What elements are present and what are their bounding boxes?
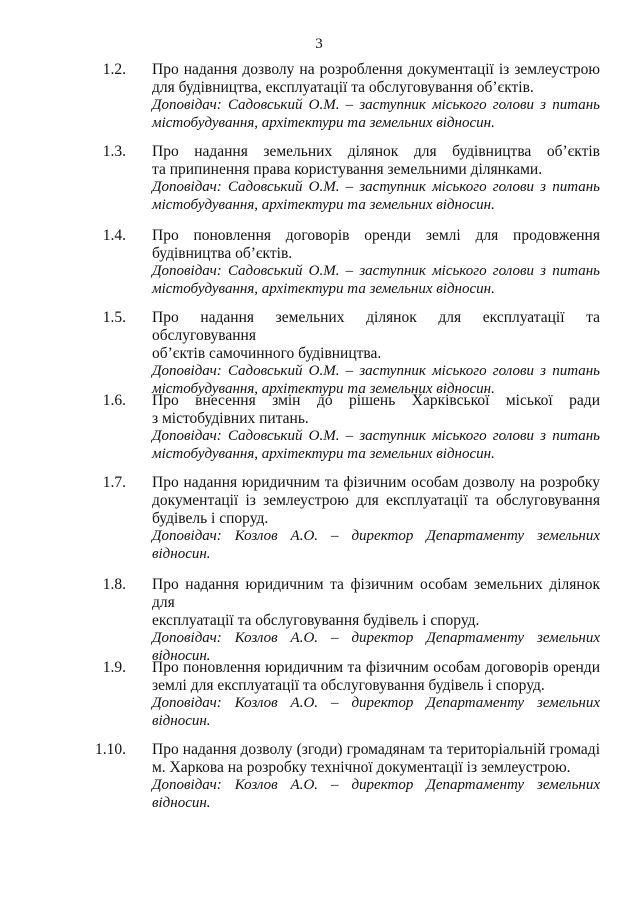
item-title-line: для будівництва, експлуатації та обслуговування об’єктів. xyxy=(152,79,534,96)
item-number: 1.9. xyxy=(102,659,126,676)
item-title-line: та припинення права користування земельними ділянками. xyxy=(152,161,543,178)
item-reporter-line: Доповідач: Козлов А.О. – директор Департаменту земельних xyxy=(152,630,600,646)
item-title-line: об’єктів самочинного будівництва. xyxy=(152,345,382,362)
item-number: 1.3. xyxy=(102,143,126,160)
item-number: 1.10. xyxy=(95,741,126,758)
item-title-line: Про надання юридичним та фізичним особам дозволу на розробку xyxy=(152,474,600,491)
item-reporter-line: Доповідач: Садовський О.М. – заступник міського голови з питань xyxy=(152,179,600,195)
item-number: 1.2. xyxy=(102,61,126,78)
item-reporter-line: містобудування, архітектури та земельних відносин. xyxy=(152,196,495,213)
item-title-line: Про надання земельних ділянок для будівництва об’єктів xyxy=(152,143,600,160)
item-reporter-line: містобудування, архітектури та земельних відносин. xyxy=(152,114,495,131)
item-title-line: Про поновлення договорів оренди землі для продовження xyxy=(152,227,600,244)
page-number: 3 xyxy=(315,36,323,52)
item-title-line: з містобудівних питань. xyxy=(152,410,309,427)
item-body xyxy=(152,576,600,665)
item-title-line: експлуатації та обслуговування будівель і споруд. xyxy=(152,612,480,629)
item-reporter-line: містобудування, архітектури та земельних відносин. xyxy=(152,445,495,462)
item-body xyxy=(152,659,600,730)
item-reporter-line: Доповідач: Козлов А.О. – директор Департаменту земельних xyxy=(152,695,600,711)
item-title-line: будівель і споруд. xyxy=(152,510,269,527)
item-reporter-line: Доповідач: Садовський О.М. – заступник міського голови з питань xyxy=(152,263,600,279)
item-title-line: документації із землеустрою для експлуатації та обслуговування xyxy=(152,492,600,509)
item-reporter-line: Доповідач: Козлов А.О. – директор Департаменту земельних xyxy=(152,528,600,544)
item-title-line: будівництва об’єктів. xyxy=(152,245,293,262)
item-body xyxy=(152,309,600,398)
item-reporter-line: відносин. xyxy=(152,545,211,562)
item-number: 1.5. xyxy=(102,309,126,326)
item-body xyxy=(152,143,600,214)
item-number: 1.4. xyxy=(102,227,126,244)
item-body xyxy=(152,474,600,563)
item-reporter-line: містобудування, архітектури та земельних відносин. xyxy=(152,280,495,297)
item-body xyxy=(152,741,600,812)
item-reporter-line: Доповідач: Садовський О.М. – заступник міського голови з питань xyxy=(152,363,600,379)
item-body xyxy=(152,61,600,132)
item-body xyxy=(152,392,600,463)
item-reporter-line: Доповідач: Садовський О.М. – заступник міського голови з питань xyxy=(152,428,600,444)
item-title-line: Про надання дозволу (згоди) громадянам та територіальній громаді xyxy=(152,741,600,758)
item-number: 1.6. xyxy=(102,392,126,409)
item-body xyxy=(152,227,600,298)
item-title-line: Про надання дозволу на розроблення документації із землеустрою xyxy=(152,61,600,78)
item-number: 1.8. xyxy=(102,576,126,593)
item-title-line: землі для експлуатації та обслуговування будівель і споруд. xyxy=(152,677,545,694)
item-title-line: Про внесення змін до рішень Харківської міської ради xyxy=(152,392,600,409)
item-reporter-line: Доповідач: Садовський О.М. – заступник міського голови з питань xyxy=(152,97,600,113)
item-title-line: м. Харкова на розробку технічної документації із землеустрою. xyxy=(152,759,571,776)
item-title-line: Про надання земельних ділянок для експлуатації та обслуговування xyxy=(152,309,600,344)
item-reporter-line: містобудування, архітектури та земельних відносин. xyxy=(152,380,495,397)
item-reporter-line: відносин. xyxy=(152,794,211,811)
item-title-line: Про надання юридичним та фізичним особам земельних ділянок для xyxy=(152,576,600,611)
item-reporter-line: відносин. xyxy=(152,712,211,729)
item-reporter-line: Доповідач: Козлов А.О. – директор Департаменту земельних xyxy=(152,777,600,793)
item-number: 1.7. xyxy=(102,474,126,491)
item-reporter-line: відносин. xyxy=(152,647,211,664)
item-title-line: Про поновлення юридичним та фізичним особам договорів оренди xyxy=(152,659,600,676)
